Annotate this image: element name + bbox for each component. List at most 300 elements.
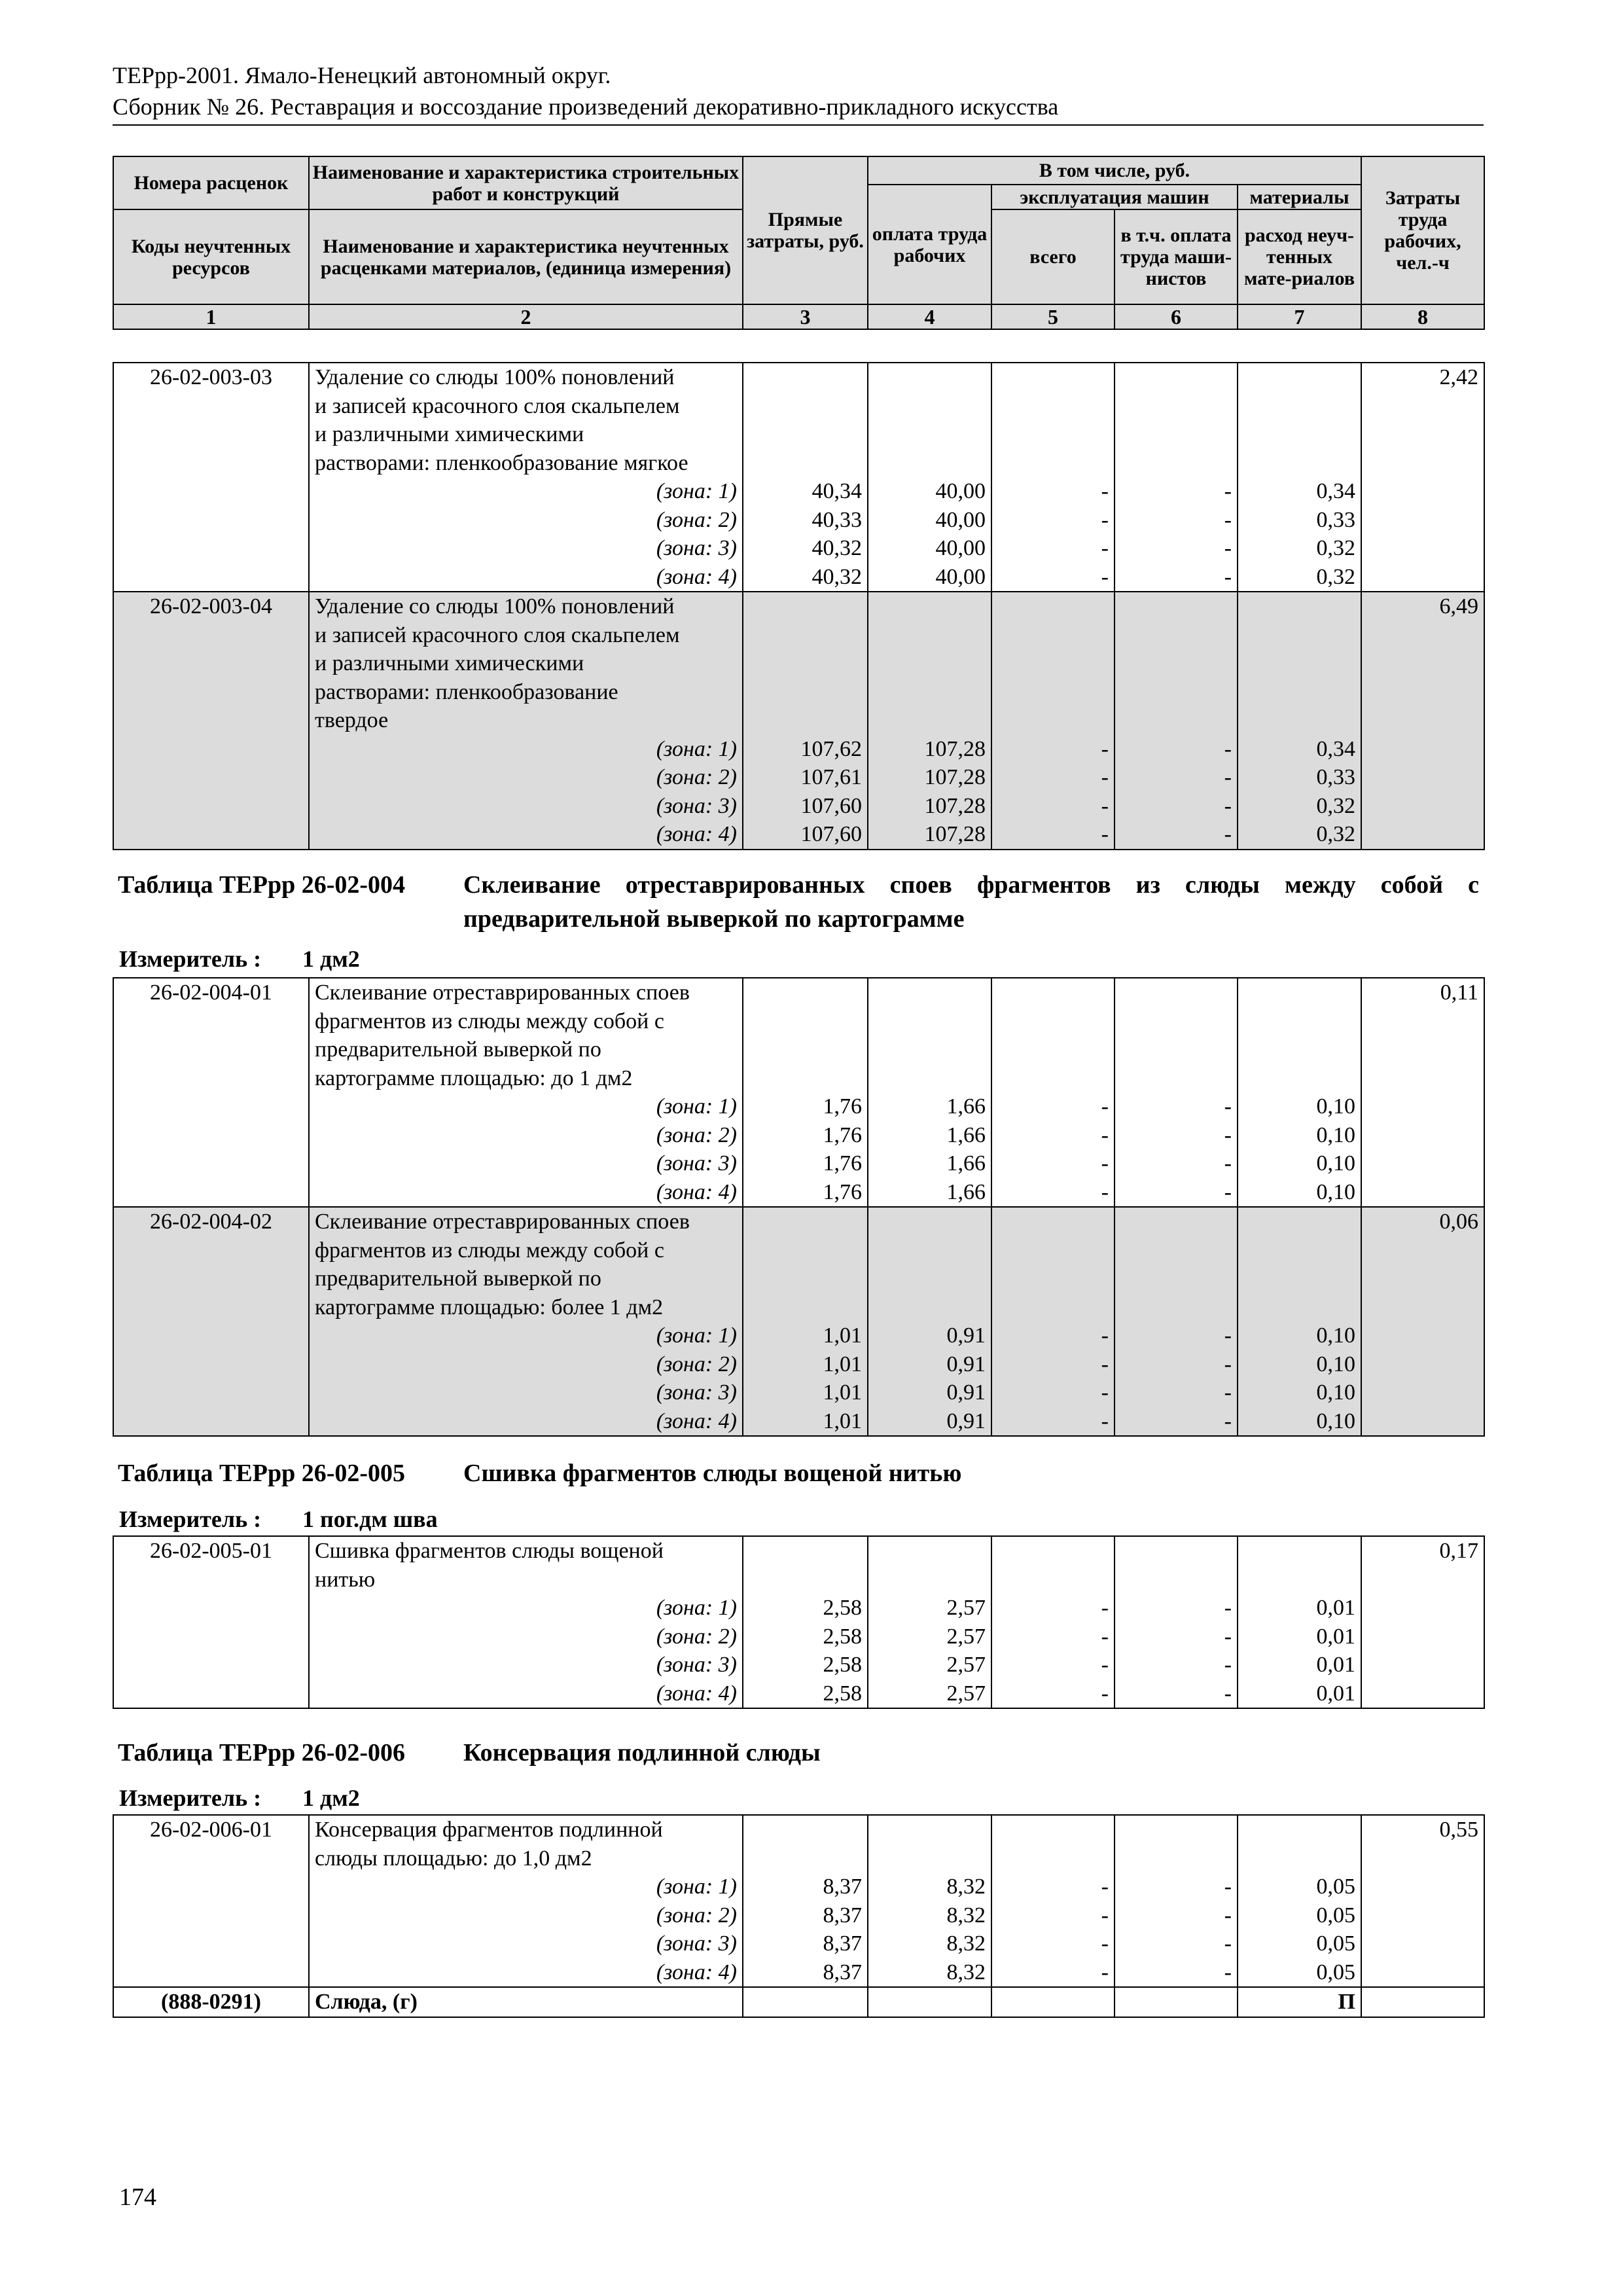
empty-cell (868, 1035, 991, 1064)
labor-pay: 40,00 (868, 534, 991, 563)
empty-cell (113, 392, 309, 421)
col-number: 8 (1361, 304, 1484, 329)
machines-total: - (991, 763, 1115, 792)
zone-label: (зона: 2) (309, 1623, 743, 1651)
empty-cell (991, 1064, 1115, 1093)
rate-table-26-02-006 (113, 1814, 1485, 2018)
empty-cell (113, 1407, 309, 1437)
labor-costs: 0,55 (1361, 1815, 1484, 1844)
zone-label: (зона: 2) (309, 763, 743, 792)
zone-label: (зона: 2) (309, 1350, 743, 1379)
rate-row (113, 1149, 1484, 1178)
machinist-pay: - (1115, 477, 1238, 506)
empty-cell (1115, 1566, 1238, 1594)
table-title-26-02-006 (118, 1736, 1479, 1771)
column-header-table (113, 156, 1485, 330)
empty-cell (113, 1178, 309, 1208)
empty-cell (1238, 1064, 1361, 1093)
empty-cell (868, 1265, 991, 1293)
machinist-pay: - (1115, 1594, 1238, 1623)
col-number: 1 (113, 304, 309, 329)
rate-row (113, 363, 1484, 392)
empty-cell (113, 449, 309, 478)
empty-cell (1115, 592, 1238, 621)
rate-row (113, 420, 1484, 449)
empty-cell (1361, 820, 1484, 850)
rate-row (113, 649, 1484, 678)
empty-cell (743, 978, 868, 1007)
rate-row (113, 563, 1484, 592)
direct-costs: 107,62 (743, 735, 868, 764)
materials: 0,32 (1238, 534, 1361, 563)
machinist-pay: - (1115, 1873, 1238, 1901)
col-number: 4 (868, 304, 991, 329)
empty-cell (1361, 1566, 1484, 1594)
measure-label: Измеритель : (119, 946, 262, 972)
direct-costs: 40,32 (743, 534, 868, 563)
materials: 0,32 (1238, 563, 1361, 592)
empty-cell (1238, 1207, 1361, 1236)
measure-value: 1 пог.дм шва (302, 1506, 438, 1532)
rate-row (113, 1378, 1484, 1407)
direct-costs: 8,37 (743, 1901, 868, 1930)
direct-costs: 8,37 (743, 1929, 868, 1958)
header-direct-costs: Прямые затраты, руб. (743, 156, 868, 304)
labor-pay: 1,66 (868, 1121, 991, 1150)
empty-cell (868, 1293, 991, 1322)
empty-cell (1115, 1064, 1238, 1093)
machinist-pay: - (1115, 1092, 1238, 1121)
work-description-line: Склеивание отреставрированных споев (309, 978, 743, 1007)
direct-costs: 1,76 (743, 1178, 868, 1208)
empty-cell (868, 1987, 991, 2017)
rate-row (113, 621, 1484, 650)
empty-cell (113, 534, 309, 563)
zone-label: (зона: 4) (309, 563, 743, 592)
empty-cell (113, 1293, 309, 1322)
empty-cell (1115, 1265, 1238, 1293)
empty-cell (991, 420, 1115, 449)
empty-cell (743, 1293, 868, 1322)
empty-cell (1115, 678, 1238, 707)
machinist-pay: - (1115, 735, 1238, 764)
empty-cell (1115, 649, 1238, 678)
empty-cell (1361, 1378, 1484, 1407)
machines-total: - (991, 1321, 1115, 1350)
empty-cell (1115, 1007, 1238, 1036)
direct-costs: 8,37 (743, 1873, 868, 1901)
header-rate-numbers: Номера расценок (113, 156, 309, 209)
zone-label: (зона: 4) (309, 1178, 743, 1208)
machinist-pay: - (1115, 1121, 1238, 1150)
empty-cell (113, 506, 309, 535)
empty-cell (113, 1092, 309, 1121)
zone-label: (зона: 3) (309, 534, 743, 563)
header-labor-pay: оплата труда рабочих (868, 185, 991, 304)
empty-cell (1361, 563, 1484, 592)
measure-label: Измеритель : (119, 1506, 262, 1532)
work-description-line: Удаление со слюды 100% поновлений (309, 363, 743, 392)
materials: 0,10 (1238, 1378, 1361, 1407)
materials: 0,01 (1238, 1651, 1361, 1679)
materials: 0,10 (1238, 1407, 1361, 1437)
materials: 0,33 (1238, 763, 1361, 792)
empty-cell (743, 1007, 868, 1036)
labor-pay: 40,00 (868, 506, 991, 535)
empty-cell (868, 420, 991, 449)
zone-label: (зона: 3) (309, 1929, 743, 1958)
direct-costs: 1,01 (743, 1378, 868, 1407)
materials: 0,10 (1238, 1321, 1361, 1350)
col-number: 2 (309, 304, 743, 329)
labor-pay: 1,66 (868, 1092, 991, 1121)
empty-cell (113, 1929, 309, 1958)
empty-cell (743, 1566, 868, 1594)
labor-pay: 40,00 (868, 563, 991, 592)
rate-row (113, 1873, 1484, 1901)
machines-total: - (991, 477, 1115, 506)
labor-costs: 0,17 (1361, 1536, 1484, 1566)
labor-costs: 0,11 (1361, 978, 1484, 1007)
direct-costs: 1,01 (743, 1407, 868, 1437)
empty-cell (743, 649, 868, 678)
materials: 0,01 (1238, 1679, 1361, 1709)
empty-cell (1115, 392, 1238, 421)
labor-pay: 0,91 (868, 1407, 991, 1437)
header-machines-total: всего (991, 209, 1115, 304)
work-description-line: Консервация фрагментов подлинной (309, 1815, 743, 1844)
rate-row (113, 1929, 1484, 1958)
rate-row (113, 820, 1484, 850)
materials: 0,01 (1238, 1594, 1361, 1623)
labor-pay: 2,57 (868, 1594, 991, 1623)
rate-table-26-02-004 (113, 977, 1485, 1437)
empty-cell (991, 621, 1115, 650)
zone-label: (зона: 4) (309, 1407, 743, 1437)
header-work-name: Наименование и характеристика строительных работ и конструкций (309, 156, 743, 209)
machines-total: - (991, 1873, 1115, 1901)
materials: 0,05 (1238, 1958, 1361, 1988)
machines-total: - (991, 1378, 1115, 1407)
direct-costs: 1,01 (743, 1321, 868, 1350)
empty-cell (1361, 1035, 1484, 1064)
labor-pay: 1,66 (868, 1149, 991, 1178)
header-machines: эксплуатация машин (991, 185, 1238, 209)
empty-cell (743, 392, 868, 421)
empty-cell (1115, 449, 1238, 478)
work-description-line: растворами: пленкообразование мягкое (309, 449, 743, 478)
rate-code: 26-02-004-01 (113, 978, 309, 1007)
empty-cell (113, 735, 309, 764)
empty-cell (1238, 621, 1361, 650)
rate-code: 26-02-003-04 (113, 592, 309, 621)
machines-total: - (991, 1679, 1115, 1709)
header-machinist-pay: в т.ч. оплата труда маши-нистов (1115, 209, 1238, 304)
rate-code: 26-02-006-01 (113, 1815, 309, 1844)
labor-pay: 2,57 (868, 1651, 991, 1679)
empty-cell (1238, 1566, 1361, 1594)
zone-label: (зона: 1) (309, 1092, 743, 1121)
empty-cell (113, 1350, 309, 1379)
empty-cell (113, 621, 309, 650)
empty-cell (1115, 1844, 1238, 1873)
machinist-pay: - (1115, 1407, 1238, 1437)
empty-cell (1361, 1092, 1484, 1121)
zone-label: (зона: 3) (309, 1149, 743, 1178)
empty-cell (743, 592, 868, 621)
empty-cell (113, 706, 309, 735)
rate-row (113, 392, 1484, 421)
rate-row (113, 1236, 1484, 1265)
empty-cell (1238, 649, 1361, 678)
labor-pay: 8,32 (868, 1929, 991, 1958)
labor-pay: 1,66 (868, 1178, 991, 1208)
empty-cell (1238, 978, 1361, 1007)
empty-cell (113, 1121, 309, 1150)
empty-cell (1361, 534, 1484, 563)
machines-total: - (991, 1149, 1115, 1178)
work-description-line: картограмме площадью: более 1 дм2 (309, 1293, 743, 1322)
zone-label: (зона: 4) (309, 820, 743, 850)
empty-cell (113, 1844, 309, 1873)
empty-cell (991, 1236, 1115, 1265)
empty-cell (1361, 1873, 1484, 1901)
empty-cell (743, 1207, 868, 1236)
direct-costs: 40,33 (743, 506, 868, 535)
page-number: 174 (119, 2183, 156, 2211)
rate-row (113, 1901, 1484, 1930)
machinist-pay: - (1115, 1378, 1238, 1407)
rate-row (113, 1566, 1484, 1594)
table-number: Таблица ТЕРрр 26-02-006 (118, 1739, 406, 1767)
rate-row (113, 735, 1484, 764)
empty-cell (743, 449, 868, 478)
direct-costs: 2,58 (743, 1679, 868, 1709)
measure-26-02-006 (119, 1784, 360, 1812)
empty-cell (991, 1844, 1115, 1873)
rate-row (113, 506, 1484, 535)
empty-cell (1361, 1149, 1484, 1178)
empty-cell (991, 1987, 1115, 2017)
running-header-line1: ТЕРрр-2001. Ямало-Ненецкий автономный округ. (113, 62, 611, 88)
empty-cell (1115, 978, 1238, 1007)
empty-cell (1238, 1844, 1361, 1873)
work-description-line: Удаление со слюды 100% поновлений (309, 592, 743, 621)
machinist-pay: - (1115, 506, 1238, 535)
table-caption: Склеивание отреставрированных споев фрагментов из слюды между собой с предварительной выверкой по картограмме (463, 871, 1479, 933)
labor-costs: 2,42 (1361, 363, 1484, 392)
materials: 0,34 (1238, 477, 1361, 506)
empty-cell (113, 1236, 309, 1265)
empty-cell (1115, 1035, 1238, 1064)
empty-cell (113, 1958, 309, 1988)
machinist-pay: - (1115, 1929, 1238, 1958)
direct-costs: 1,76 (743, 1092, 868, 1121)
empty-cell (113, 1321, 309, 1350)
zone-label: (зона: 3) (309, 792, 743, 821)
empty-cell (1361, 420, 1484, 449)
machines-total: - (991, 820, 1115, 850)
labor-pay: 0,91 (868, 1350, 991, 1379)
empty-cell (1361, 506, 1484, 535)
machinist-pay: - (1115, 1958, 1238, 1988)
zone-label: (зона: 3) (309, 1651, 743, 1679)
machines-total: - (991, 1901, 1115, 1930)
materials: 0,10 (1238, 1350, 1361, 1379)
zone-label: (зона: 1) (309, 1594, 743, 1623)
empty-cell (1115, 706, 1238, 735)
rate-row (113, 1293, 1484, 1322)
empty-cell (991, 978, 1115, 1007)
rate-code: 26-02-004-02 (113, 1207, 309, 1236)
empty-cell (868, 1536, 991, 1566)
labor-pay: 0,91 (868, 1321, 991, 1350)
direct-costs: 2,58 (743, 1594, 868, 1623)
empty-cell (1361, 763, 1484, 792)
empty-cell (868, 592, 991, 621)
rate-row (113, 1536, 1484, 1566)
labor-costs: 6,49 (1361, 592, 1484, 621)
empty-cell (113, 763, 309, 792)
empty-cell (991, 392, 1115, 421)
machines-total: - (991, 1651, 1115, 1679)
rate-row (113, 1265, 1484, 1293)
direct-costs: 2,58 (743, 1651, 868, 1679)
labor-pay: 40,00 (868, 477, 991, 506)
labor-pay: 8,32 (868, 1958, 991, 1988)
materials: 0,01 (1238, 1623, 1361, 1651)
empty-cell (1361, 1844, 1484, 1873)
empty-cell (113, 649, 309, 678)
materials: 0,32 (1238, 792, 1361, 821)
materials: 0,05 (1238, 1929, 1361, 1958)
empty-cell (743, 1236, 868, 1265)
empty-cell (113, 1378, 309, 1407)
empty-cell (113, 1651, 309, 1679)
empty-cell (1361, 1265, 1484, 1293)
machinist-pay: - (1115, 820, 1238, 850)
empty-cell (1361, 1987, 1484, 2017)
rate-row (113, 1844, 1484, 1873)
work-description-line: и различными химическими (309, 649, 743, 678)
empty-cell (1238, 592, 1361, 621)
empty-cell (1238, 1265, 1361, 1293)
machines-total: - (991, 1958, 1115, 1988)
empty-cell (991, 1207, 1115, 1236)
empty-cell (868, 678, 991, 707)
empty-cell (1361, 649, 1484, 678)
empty-cell (868, 1207, 991, 1236)
machinist-pay: - (1115, 1149, 1238, 1178)
machinist-pay: - (1115, 534, 1238, 563)
resource-mark: П (1238, 1987, 1361, 2017)
empty-cell (1361, 1321, 1484, 1350)
table-title-26-02-004 (118, 868, 1479, 940)
machines-total: - (991, 1121, 1115, 1150)
empty-cell (1238, 1815, 1361, 1844)
empty-cell (1361, 1350, 1484, 1379)
table-caption: Консервация подлинной слюды (463, 1739, 821, 1767)
machines-total: - (991, 563, 1115, 592)
empty-cell (113, 563, 309, 592)
rate-row (113, 792, 1484, 821)
empty-cell (1361, 1293, 1484, 1322)
empty-cell (1361, 1901, 1484, 1930)
direct-costs: 2,58 (743, 1623, 868, 1651)
work-description-line: растворами: пленкообразование (309, 678, 743, 707)
empty-cell (991, 592, 1115, 621)
empty-cell (868, 1007, 991, 1036)
rate-row (113, 1035, 1484, 1064)
empty-cell (1238, 678, 1361, 707)
empty-cell (991, 449, 1115, 478)
labor-pay: 8,32 (868, 1873, 991, 1901)
empty-cell (743, 621, 868, 650)
empty-cell (113, 1679, 309, 1709)
empty-cell (991, 363, 1115, 392)
empty-cell (1115, 420, 1238, 449)
zone-label: (зона: 1) (309, 1321, 743, 1350)
direct-costs: 40,34 (743, 477, 868, 506)
empty-cell (1238, 706, 1361, 735)
labor-pay: 2,57 (868, 1679, 991, 1709)
measure-label: Измеритель : (119, 1785, 262, 1811)
zone-label: (зона: 2) (309, 1901, 743, 1930)
col-number: 6 (1115, 304, 1238, 329)
rate-row (113, 534, 1484, 563)
empty-cell (1361, 1594, 1484, 1623)
empty-cell (113, 820, 309, 850)
zone-label: (зона: 1) (309, 1873, 743, 1901)
machinist-pay: - (1115, 1679, 1238, 1709)
empty-cell (1361, 1064, 1484, 1093)
machines-total: - (991, 735, 1115, 764)
work-description-line: твердое (309, 706, 743, 735)
direct-costs: 8,37 (743, 1958, 868, 1988)
labor-costs: 0,06 (1361, 1207, 1484, 1236)
rate-row (113, 1958, 1484, 1988)
machinist-pay: - (1115, 1651, 1238, 1679)
empty-cell (1361, 706, 1484, 735)
rate-table-26-02-003 (113, 362, 1485, 850)
labor-pay: 0,91 (868, 1378, 991, 1407)
rate-row (113, 1651, 1484, 1679)
zone-label: (зона: 4) (309, 1958, 743, 1988)
empty-cell (113, 1873, 309, 1901)
machines-total: - (991, 534, 1115, 563)
machines-total: - (991, 1407, 1115, 1437)
empty-cell (1361, 1958, 1484, 1988)
empty-cell (1238, 392, 1361, 421)
empty-cell (743, 706, 868, 735)
empty-cell (113, 1149, 309, 1178)
zone-label: (зона: 2) (309, 506, 743, 535)
labor-pay: 107,28 (868, 820, 991, 850)
rate-row (113, 1178, 1484, 1208)
zone-label: (зона: 4) (309, 1679, 743, 1709)
machinist-pay: - (1115, 1623, 1238, 1651)
empty-cell (1115, 1536, 1238, 1566)
header-labor-costs: Затраты труда рабочих, чел.-ч (1361, 156, 1484, 304)
work-description-line: и записей красочного слоя скальпелем (309, 392, 743, 421)
empty-cell (868, 1844, 991, 1873)
labor-pay: 107,28 (868, 763, 991, 792)
materials: 0,10 (1238, 1149, 1361, 1178)
empty-cell (1361, 1007, 1484, 1036)
labor-pay: 2,57 (868, 1623, 991, 1651)
materials: 0,10 (1238, 1121, 1361, 1150)
empty-cell (1361, 792, 1484, 821)
